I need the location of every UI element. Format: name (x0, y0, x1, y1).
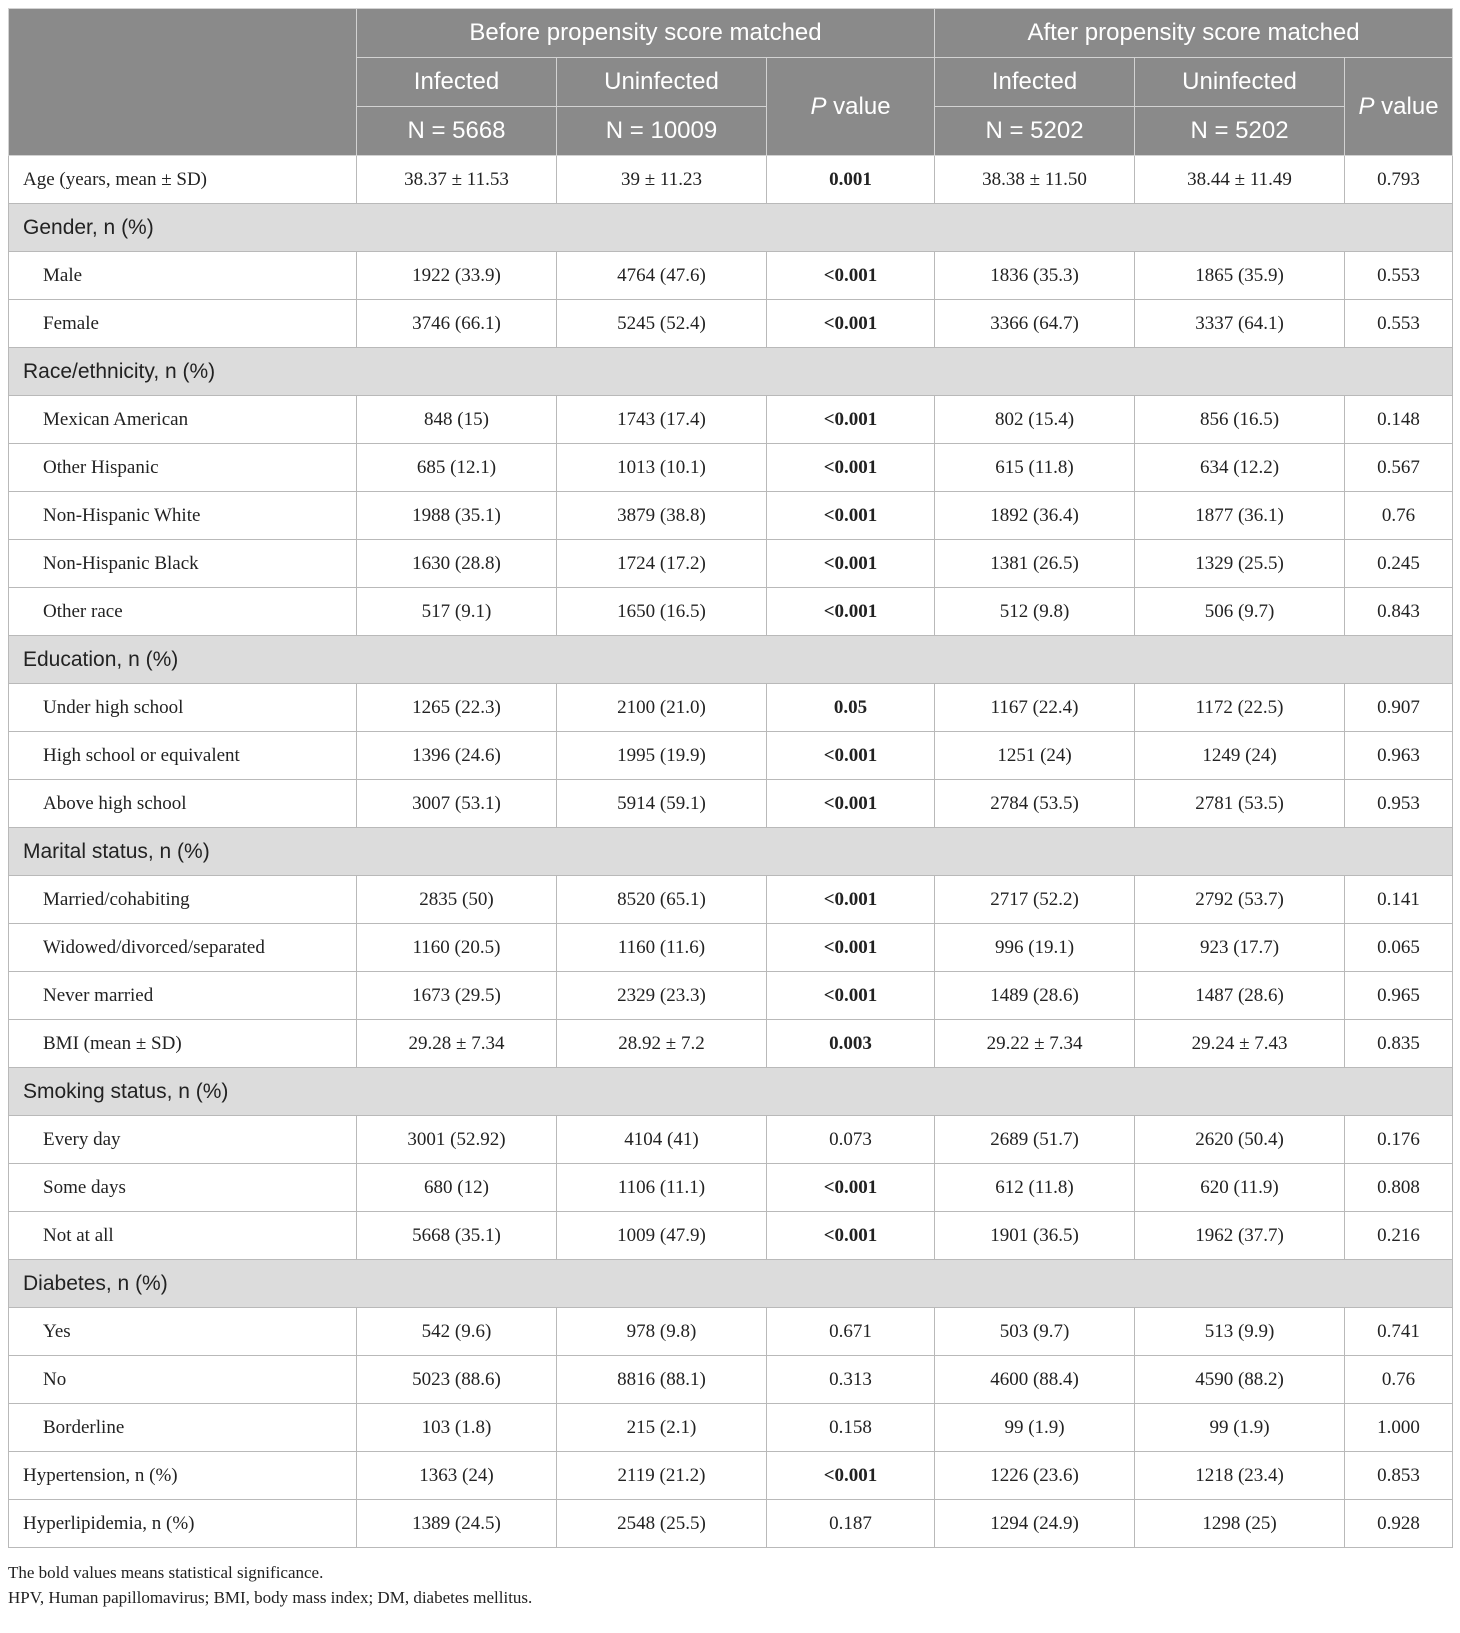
p-value-cell: 0.065 (1345, 924, 1453, 972)
value-cell: 1265 (22.3) (357, 684, 557, 732)
p-value-cell: 0.671 (767, 1308, 935, 1356)
row-label: Not at all (9, 1212, 357, 1260)
table-row (9, 1212, 1453, 1260)
row-label: Some days (9, 1164, 357, 1212)
value-cell: 1901 (36.5) (935, 1212, 1135, 1260)
header-n-before-infected: N = 5668 (357, 107, 557, 156)
value-cell: 2781 (53.5) (1135, 780, 1345, 828)
row-label: Male (9, 252, 357, 300)
section-row (9, 348, 1453, 396)
header-before-infected: Infected (357, 58, 557, 107)
value-cell: 542 (9.6) (357, 1308, 557, 1356)
value-cell: 1106 (11.1) (557, 1164, 767, 1212)
value-cell: 612 (11.8) (935, 1164, 1135, 1212)
value-cell: 3879 (38.8) (557, 492, 767, 540)
table-row (9, 300, 1453, 348)
value-cell: 29.22 ± 7.34 (935, 1020, 1135, 1068)
row-label: Above high school (9, 780, 357, 828)
p-value-cell: <0.001 (767, 540, 935, 588)
header-before-p-value (767, 58, 935, 156)
value-cell: 1160 (20.5) (357, 924, 557, 972)
p-value-cell: <0.001 (767, 492, 935, 540)
section-row (9, 636, 1453, 684)
p-value-cell: 0.567 (1345, 444, 1453, 492)
value-cell: 802 (15.4) (935, 396, 1135, 444)
p-value-cell: 0.76 (1345, 1356, 1453, 1404)
value-cell: 3337 (64.1) (1135, 300, 1345, 348)
row-label: Hyperlipidemia, n (%) (9, 1500, 357, 1548)
value-cell: 685 (12.1) (357, 444, 557, 492)
value-cell: 3746 (66.1) (357, 300, 557, 348)
value-cell: 1298 (25) (1135, 1500, 1345, 1548)
value-cell: 1396 (24.6) (357, 732, 557, 780)
value-cell: 506 (9.7) (1135, 588, 1345, 636)
row-label: Married/cohabiting (9, 876, 357, 924)
section-label: Race/ethnicity, n (%) (9, 348, 1453, 396)
value-cell: 1995 (19.9) (557, 732, 767, 780)
row-label: Non-Hispanic Black (9, 540, 357, 588)
value-cell: 4104 (41) (557, 1116, 767, 1164)
p-value-cell: <0.001 (767, 972, 935, 1020)
p-value-cell: 0.313 (767, 1356, 935, 1404)
header-n-before-uninfected: N = 10009 (557, 107, 767, 156)
section-label: Education, n (%) (9, 636, 1453, 684)
header-after-p-value (1345, 58, 1453, 156)
section-label: Smoking status, n (%) (9, 1068, 1453, 1116)
value-cell: 1381 (26.5) (935, 540, 1135, 588)
p-value-cell: 0.073 (767, 1116, 935, 1164)
p-value-cell: 0.76 (1345, 492, 1453, 540)
section-row (9, 1260, 1453, 1308)
value-cell: 4764 (47.6) (557, 252, 767, 300)
value-cell: 3001 (52.92) (357, 1116, 557, 1164)
value-cell: 503 (9.7) (935, 1308, 1135, 1356)
table-row (9, 1404, 1453, 1452)
value-cell: 3007 (53.1) (357, 780, 557, 828)
row-label: BMI (mean ± SD) (9, 1020, 357, 1068)
p-value-cell: 0.158 (767, 1404, 935, 1452)
value-cell: 1009 (47.9) (557, 1212, 767, 1260)
value-cell: 1013 (10.1) (557, 444, 767, 492)
value-cell: 517 (9.1) (357, 588, 557, 636)
value-cell: 2548 (25.5) (557, 1500, 767, 1548)
p-value-cell: 0.187 (767, 1500, 935, 1548)
value-cell: 1172 (22.5) (1135, 684, 1345, 732)
value-cell: 5245 (52.4) (557, 300, 767, 348)
p-value-cell: <0.001 (767, 396, 935, 444)
value-cell: 4590 (88.2) (1135, 1356, 1345, 1404)
p-value-cell: 0.793 (1345, 156, 1453, 204)
value-cell: 8816 (88.1) (557, 1356, 767, 1404)
p-value-cell: 0.963 (1345, 732, 1453, 780)
row-label: Never married (9, 972, 357, 1020)
p-value-cell: <0.001 (767, 924, 935, 972)
value-cell: 103 (1.8) (357, 1404, 557, 1452)
row-label: Female (9, 300, 357, 348)
value-cell: 996 (19.1) (935, 924, 1135, 972)
value-cell: 8520 (65.1) (557, 876, 767, 924)
p-value-cell: 0.853 (1345, 1452, 1453, 1500)
p-value-cell: <0.001 (767, 780, 935, 828)
table-row (9, 1452, 1453, 1500)
row-label: Borderline (9, 1404, 357, 1452)
value-cell: 1226 (23.6) (935, 1452, 1135, 1500)
p-value-cell: <0.001 (767, 252, 935, 300)
p-value-cell: 0.965 (1345, 972, 1453, 1020)
value-cell: 1650 (16.5) (557, 588, 767, 636)
table-row (9, 1164, 1453, 1212)
table-row (9, 396, 1453, 444)
table-row (9, 1308, 1453, 1356)
p-value-cell: 0.741 (1345, 1308, 1453, 1356)
note-abbreviations: HPV, Human papillomavirus; BMI, body mass index; DM, diabetes mellitus. (8, 1588, 533, 1607)
value-cell: 1988 (35.1) (357, 492, 557, 540)
value-cell: 99 (1.9) (935, 1404, 1135, 1452)
p-value-text: value (826, 92, 891, 120)
row-label: Yes (9, 1308, 357, 1356)
row-label: Age (years, mean ± SD) (9, 156, 357, 204)
p-value-cell: <0.001 (767, 588, 935, 636)
value-cell: 1877 (36.1) (1135, 492, 1345, 540)
value-cell: 1743 (17.4) (557, 396, 767, 444)
table-row (9, 732, 1453, 780)
p-value-cell: <0.001 (767, 444, 935, 492)
table-row (9, 876, 1453, 924)
note-bold-significance: The bold values means statistical significance. (8, 1563, 324, 1582)
p-value-cell: 0.835 (1345, 1020, 1453, 1068)
header-group-after: After propensity score matched (935, 9, 1453, 58)
p-value-cell: <0.001 (767, 732, 935, 780)
value-cell: 1487 (28.6) (1135, 972, 1345, 1020)
table-container (8, 8, 1452, 1610)
value-cell: 2620 (50.4) (1135, 1116, 1345, 1164)
value-cell: 620 (11.9) (1135, 1164, 1345, 1212)
value-cell: 1865 (35.9) (1135, 252, 1345, 300)
p-italic: P (810, 92, 827, 120)
p-value-cell: 0.907 (1345, 684, 1453, 732)
value-cell: 38.37 ± 11.53 (357, 156, 557, 204)
row-label: Non-Hispanic White (9, 492, 357, 540)
value-cell: 29.24 ± 7.43 (1135, 1020, 1345, 1068)
p-value-cell: 0.216 (1345, 1212, 1453, 1260)
value-cell: 1218 (23.4) (1135, 1452, 1345, 1500)
value-cell: 29.28 ± 7.34 (357, 1020, 557, 1068)
table-row (9, 1500, 1453, 1548)
value-cell: 2689 (51.7) (935, 1116, 1135, 1164)
value-cell: 1962 (37.7) (1135, 1212, 1345, 1260)
section-row (9, 828, 1453, 876)
table-header (9, 9, 1453, 156)
p-value-cell: <0.001 (767, 1164, 935, 1212)
section-label: Gender, n (%) (9, 204, 1453, 252)
value-cell: 2784 (53.5) (935, 780, 1135, 828)
p-value-cell: <0.001 (767, 876, 935, 924)
value-cell: 4600 (88.4) (935, 1356, 1135, 1404)
value-cell: 513 (9.9) (1135, 1308, 1345, 1356)
header-group-before: Before propensity score matched (357, 9, 935, 58)
p-value-cell: 0.808 (1345, 1164, 1453, 1212)
value-cell: 1294 (24.9) (935, 1500, 1135, 1548)
value-cell: 2119 (21.2) (557, 1452, 767, 1500)
section-label: Marital status, n (%) (9, 828, 1453, 876)
header-n-after-uninfected: N = 5202 (1135, 107, 1345, 156)
p-value-cell: <0.001 (767, 1452, 935, 1500)
p-value-cell: 0.148 (1345, 396, 1453, 444)
row-label: Hypertension, n (%) (9, 1452, 357, 1500)
value-cell: 634 (12.2) (1135, 444, 1345, 492)
value-cell: 1329 (25.5) (1135, 540, 1345, 588)
p-value-text: value (1374, 92, 1439, 120)
header-before-uninfected: Uninfected (557, 58, 767, 107)
p-value-cell: 0.05 (767, 684, 935, 732)
header-after-infected: Infected (935, 58, 1135, 107)
value-cell: 1251 (24) (935, 732, 1135, 780)
value-cell: 39 ± 11.23 (557, 156, 767, 204)
header-after-uninfected: Uninfected (1135, 58, 1345, 107)
value-cell: 856 (16.5) (1135, 396, 1345, 444)
p-value-cell: 0.245 (1345, 540, 1453, 588)
value-cell: 512 (9.8) (935, 588, 1135, 636)
table-row (9, 252, 1453, 300)
p-value-cell: 0.001 (767, 156, 935, 204)
table-row (9, 1020, 1453, 1068)
p-value-cell: 0.928 (1345, 1500, 1453, 1548)
value-cell: 1249 (24) (1135, 732, 1345, 780)
value-cell: 5023 (88.6) (357, 1356, 557, 1404)
baseline-characteristics-table (8, 8, 1453, 1548)
p-value-cell: <0.001 (767, 1212, 935, 1260)
p-value-cell: <0.001 (767, 300, 935, 348)
value-cell: 2717 (52.2) (935, 876, 1135, 924)
value-cell: 978 (9.8) (557, 1308, 767, 1356)
value-cell: 38.44 ± 11.49 (1135, 156, 1345, 204)
p-value-cell: 0.843 (1345, 588, 1453, 636)
table-row (9, 540, 1453, 588)
value-cell: 615 (11.8) (935, 444, 1135, 492)
table-row (9, 972, 1453, 1020)
value-cell: 38.38 ± 11.50 (935, 156, 1135, 204)
section-row (9, 204, 1453, 252)
row-label: Widowed/divorced/separated (9, 924, 357, 972)
value-cell: 5668 (35.1) (357, 1212, 557, 1260)
value-cell: 2792 (53.7) (1135, 876, 1345, 924)
table-body (9, 156, 1453, 1548)
p-value-cell: 0.003 (767, 1020, 935, 1068)
value-cell: 1630 (28.8) (357, 540, 557, 588)
row-label: Under high school (9, 684, 357, 732)
value-cell: 1489 (28.6) (935, 972, 1135, 1020)
value-cell: 1892 (36.4) (935, 492, 1135, 540)
section-label: Diabetes, n (%) (9, 1260, 1453, 1308)
value-cell: 680 (12) (357, 1164, 557, 1212)
value-cell: 2835 (50) (357, 876, 557, 924)
row-label: No (9, 1356, 357, 1404)
section-row (9, 1068, 1453, 1116)
value-cell: 848 (15) (357, 396, 557, 444)
value-cell: 1389 (24.5) (357, 1500, 557, 1548)
value-cell: 923 (17.7) (1135, 924, 1345, 972)
value-cell: 2100 (21.0) (557, 684, 767, 732)
value-cell: 1922 (33.9) (357, 252, 557, 300)
value-cell: 1724 (17.2) (557, 540, 767, 588)
p-value-cell: 0.141 (1345, 876, 1453, 924)
value-cell: 1167 (22.4) (935, 684, 1135, 732)
header-n-after-infected: N = 5202 (935, 107, 1135, 156)
header-blank-cell (9, 9, 357, 156)
row-label: Other Hispanic (9, 444, 357, 492)
table-row (9, 156, 1453, 204)
table-row (9, 1116, 1453, 1164)
table-row (9, 1356, 1453, 1404)
table-row (9, 492, 1453, 540)
table-row (9, 684, 1453, 732)
table-row (9, 780, 1453, 828)
value-cell: 1673 (29.5) (357, 972, 557, 1020)
row-label: High school or equivalent (9, 732, 357, 780)
value-cell: 2329 (23.3) (557, 972, 767, 1020)
value-cell: 3366 (64.7) (935, 300, 1135, 348)
table-row (9, 588, 1453, 636)
value-cell: 99 (1.9) (1135, 1404, 1345, 1452)
p-value-cell: 0.553 (1345, 252, 1453, 300)
p-value-cell: 0.553 (1345, 300, 1453, 348)
value-cell: 215 (2.1) (557, 1404, 767, 1452)
p-italic: P (1358, 92, 1375, 120)
table-notes (8, 1560, 1452, 1610)
value-cell: 1160 (11.6) (557, 924, 767, 972)
table-row (9, 924, 1453, 972)
row-label: Other race (9, 588, 357, 636)
value-cell: 5914 (59.1) (557, 780, 767, 828)
value-cell: 1363 (24) (357, 1452, 557, 1500)
row-label: Mexican American (9, 396, 357, 444)
p-value-cell: 0.176 (1345, 1116, 1453, 1164)
p-value-cell: 0.953 (1345, 780, 1453, 828)
row-label: Every day (9, 1116, 357, 1164)
p-value-cell: 1.000 (1345, 1404, 1453, 1452)
value-cell: 28.92 ± 7.2 (557, 1020, 767, 1068)
table-row (9, 444, 1453, 492)
value-cell: 1836 (35.3) (935, 252, 1135, 300)
